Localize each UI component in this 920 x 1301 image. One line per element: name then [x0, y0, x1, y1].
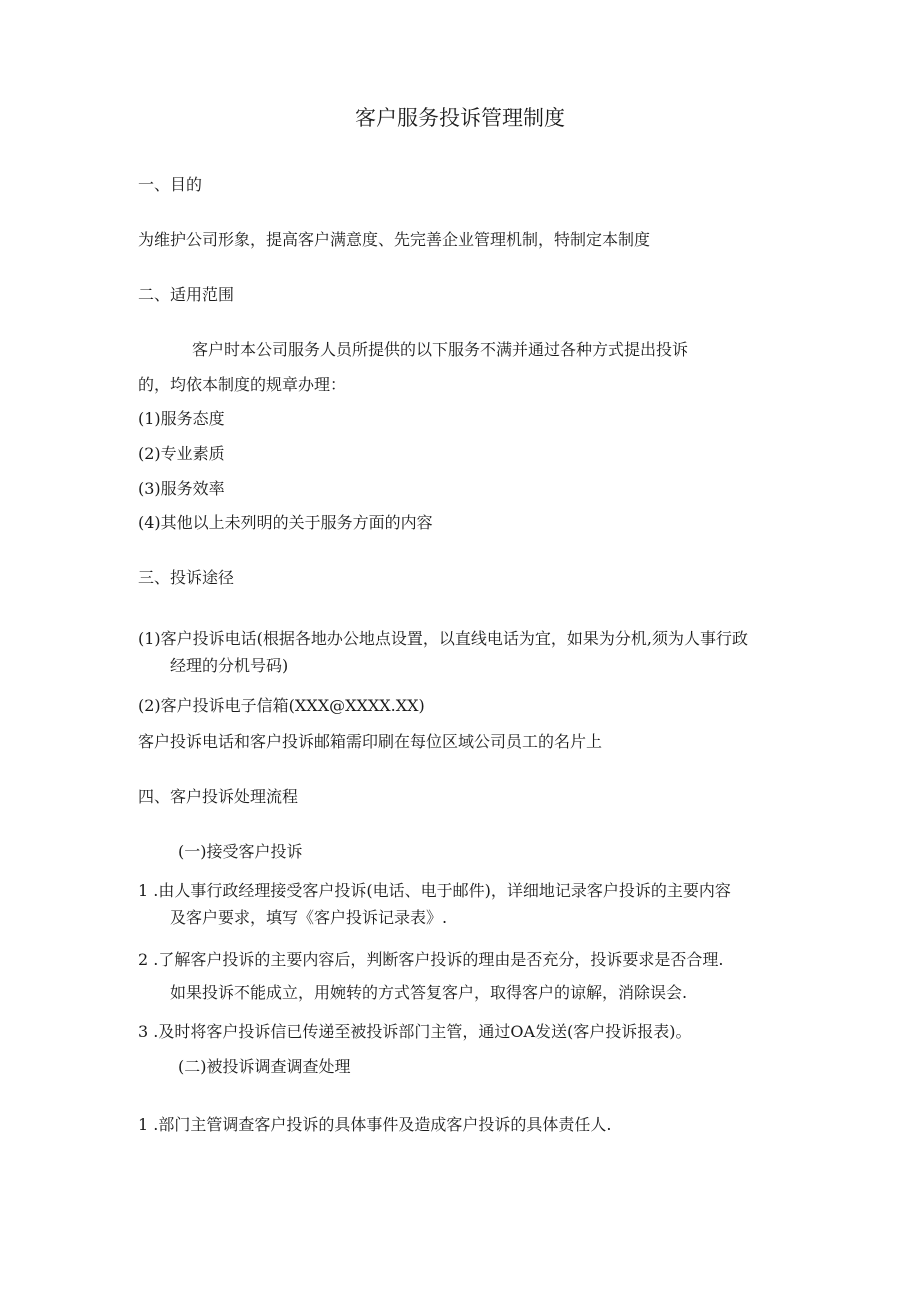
section-heading-channels: 三、投诉途径 [138, 568, 235, 587]
scope-item: (1)服务态度 [138, 409, 225, 428]
scope-intro-line2: 的，均依本制度的规章办理： [138, 375, 347, 394]
process-step-1-line1: 1 .由人事行政经理接受客户投诉(电话、电于邮件)，详细地记录客户投诉的主要内容 [138, 881, 731, 900]
channel-note: 客户投诉电话和客户投诉邮箱需印刷在每位区域公司员工的名片上 [138, 732, 603, 751]
section-heading-process: 四、客户投诉处理流程 [138, 787, 299, 806]
process-sub2-step-1: 1 .部门主管调查客户投诉的具体事件及造成客户投诉的具体责任人. [138, 1115, 612, 1134]
process-step-3: 3 .及时将客户投诉信已传递至被投诉部门主管，通过OA发送(客户投诉报表)。 [138, 1022, 692, 1041]
section-heading-scope: 二、适用范围 [138, 285, 235, 304]
process-subheading-1: (一)接受客户投诉 [178, 842, 303, 861]
process-subheading-2: (二)被投诉调查调查处理 [178, 1057, 351, 1076]
document-title: 客户服务投诉管理制度 [355, 106, 565, 130]
purpose-text: 为维护公司形象，提高客户满意度、先完善企业管理机制，特制定本制度 [138, 230, 651, 249]
scope-item: (3)服务效率 [138, 479, 225, 498]
scope-item: (2)专业素质 [138, 444, 225, 463]
channel-item-email: (2)客户投诉电子信箱(XXX@XXXX.XX) [138, 696, 425, 715]
channel-item-phone-line1: (1)客户投诉电话(根据各地办公地点设置，以直线电话为宜，如果为分机,须为人事行政 [138, 629, 748, 648]
scope-intro-line1: 客户时本公司服务人员所提供的以下服务不满并通过各种方式提出投诉 [192, 340, 689, 359]
process-step-2-line1: 2 .了解客户投诉的主要内容后，判断客户投诉的理由是否充分，投诉要求是否合理. [138, 950, 724, 969]
channel-item-phone-line2: 经理的分机号码) [170, 656, 289, 675]
process-step-2-line2: 如果投诉不能成立，用婉转的方式答复客户，取得客户的谅解，消除误会. [170, 983, 688, 1002]
scope-item: (4)其他以上未列明的关于服务方面的内容 [138, 513, 433, 532]
process-step-1-line2: 及客户要求，填写《客户投诉记录表》. [170, 908, 448, 927]
section-heading-purpose: 一、目的 [138, 175, 203, 194]
